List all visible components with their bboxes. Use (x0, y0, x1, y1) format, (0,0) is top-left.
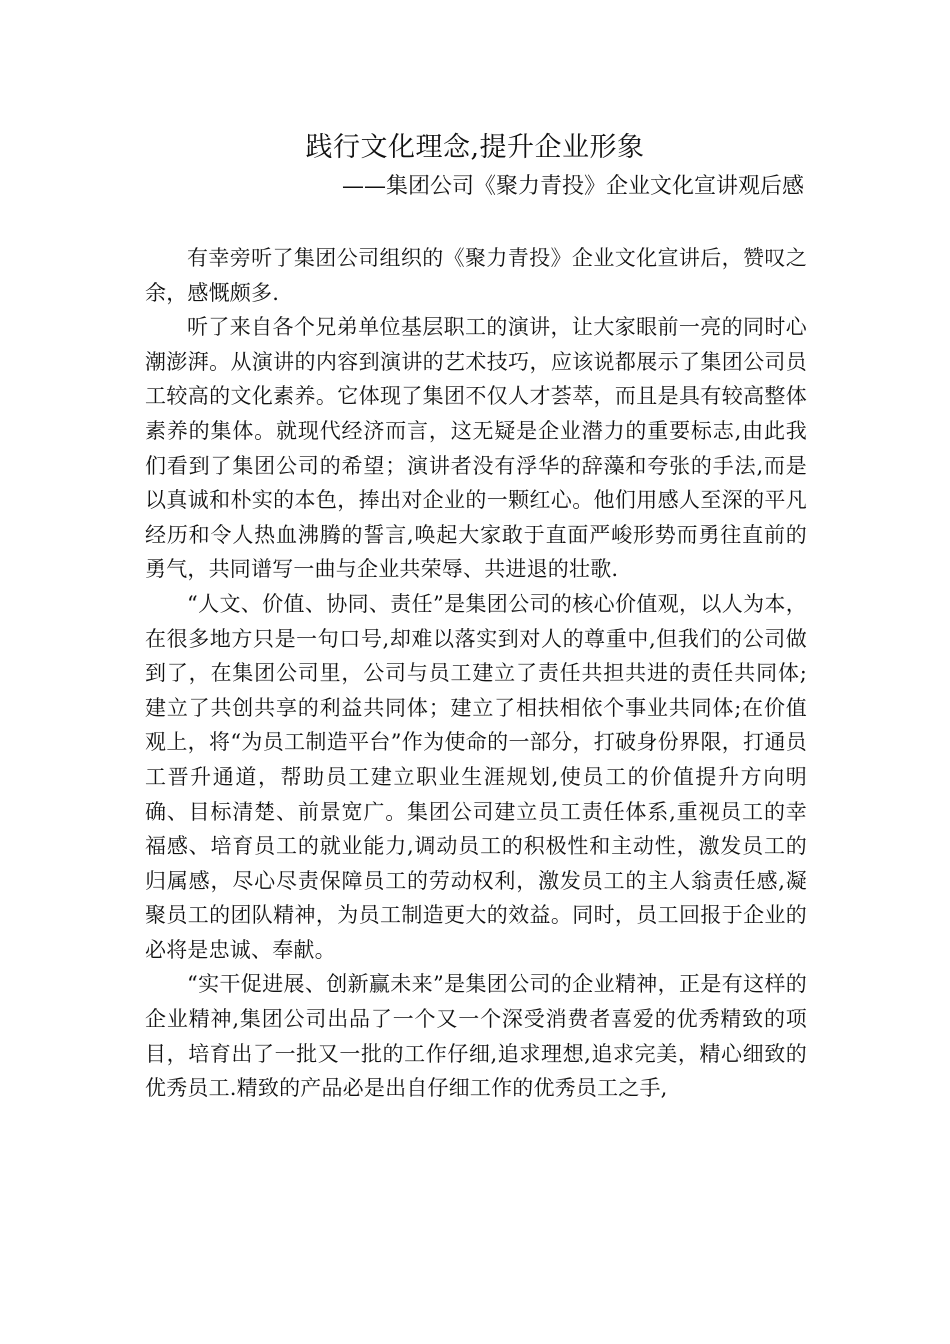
document-body (145, 241, 807, 1106)
body-paragraph: “实干促进展、创新赢未来”是集团公司的企业精神，正是有这样的企业精神,集团公司出品了一个又一个深受消费者喜爱的优秀精致的项目，培育出了一批又一批的工作仔细,追求理想,追求完美，精心细致的优秀员工.精致的产品必是出自仔细工作的优秀员工之手, (145, 972, 807, 1101)
document-title: 践行文化理念,提升企业形象 (305, 132, 645, 163)
document-subtitle: ——集团公司《聚力青投》企业文化宣讲观后感 (341, 174, 804, 199)
body-paragraph: 有幸旁听了集团公司组织的《聚力青投》企业文化宣讲后，赞叹之余，感慨颇多. (145, 246, 807, 305)
body-paragraph: 听了来自各个兄弟单位基层职工的演讲，让大家眼前一亮的同时心潮澎湃。从演讲的内容到演讲的艺术技巧，应该说都展示了集团公司员工较高的文化素养。它体现了集团不仅人才荟萃，而且是具有较高整体素养的集体。就现代经济而言，这无疑是企业潜力的重要标志,由此我们看到了集团公司的希望；演讲者没有浮华的辞藻和夸张的手法,而是以真诚和朴实的本色，捧出对企业的一颗红心。他们用感人至深的平凡经历和令人热血沸腾的誓言,唤起大家敢于直面严峻形势而勇往直前的勇气，共同谱写一曲与企业共荣辱、共进退的壮歌. (145, 315, 807, 582)
body-paragraph: “人文、价值、协同、责任”是集团公司的核心价值观，以人为本，在很多地方只是一句口号,却难以落实到对人的尊重中,但我们的公司做到了，在集团公司里，公司与员工建立了责任共担共进的责任共同体;建立了共创共享的利益共同体；建立了相扶相依个事业共同体;在价值观上，将“为员工制造平台”作为使命的一部分，打破身份界限，打通员工晋升通道，帮助员工建立职业生涯规划,使员工的价值提升方向明确、目标清楚、前景宽广。集团公司建立员工责任体系,重视员工的幸福感、培育员工的就业能力,调动员工的积极性和主动性，激发员工的归属感，尽心尽责保障员工的劳动权利，激发员工的主人翁责任感,凝聚员工的团队精神，为员工制造更大的效益。同时，员工回报于企业的必将是忠诚、奉献。 (145, 591, 807, 962)
